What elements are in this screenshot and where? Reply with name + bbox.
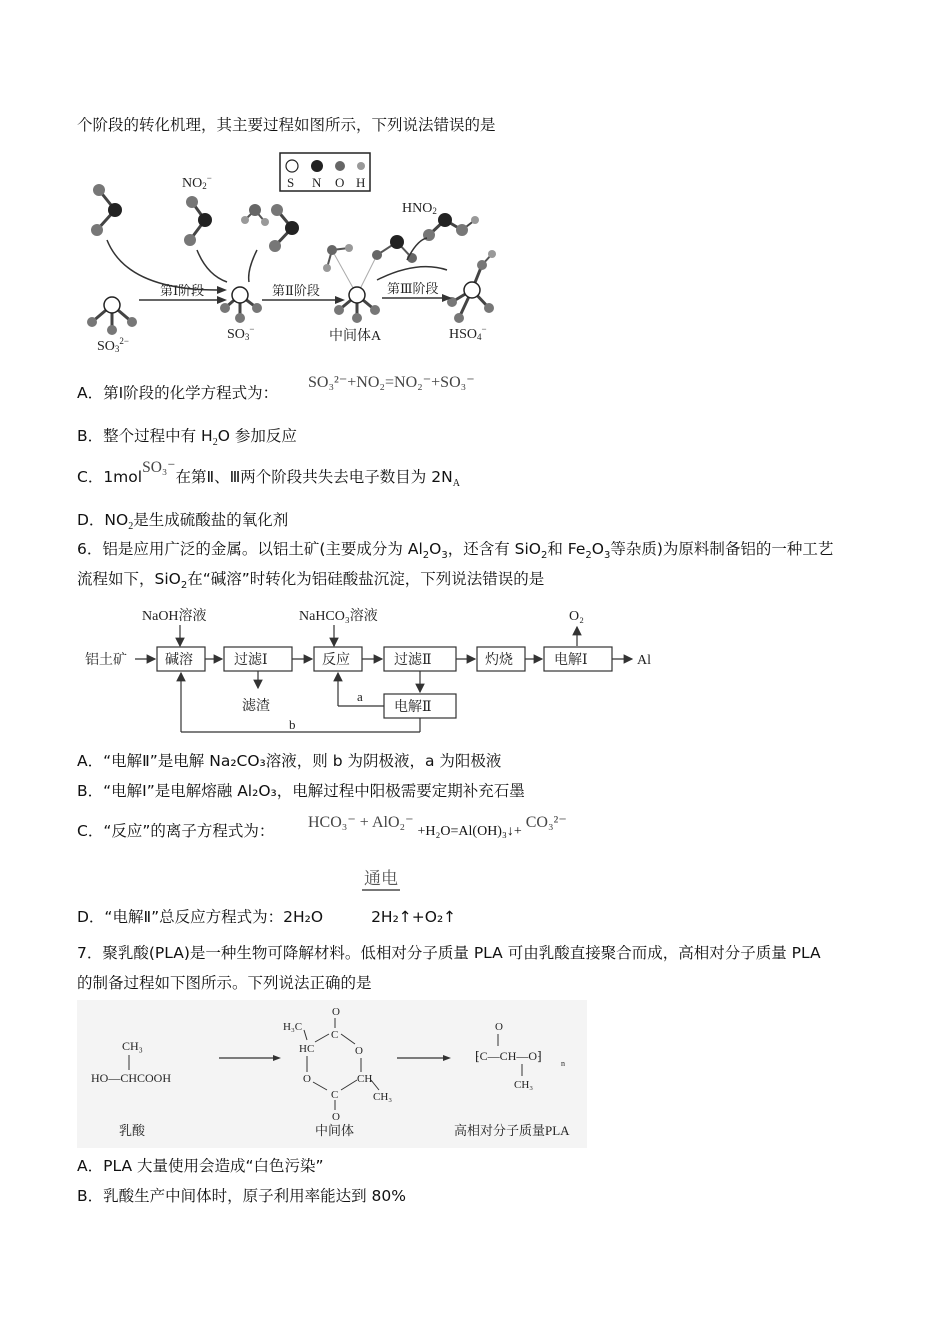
b-label: b — [289, 717, 296, 732]
question-intro: 个阶段的转化机理，其主要过程如图所示，下列说法错误的是 — [77, 116, 496, 134]
box-calcine-label: 灼烧 — [485, 653, 513, 668]
molecule-no2-minus — [184, 196, 212, 246]
q5-option-a[interactable] — [77, 382, 278, 404]
q6-option-a[interactable]: A．“电解Ⅱ”是电解 Na₂CO₃溶液，则 b 为阴极液，a 为阳极液 — [77, 752, 502, 770]
stage1-label: 第Ⅰ阶段 — [160, 283, 205, 298]
q6-stem-line2: 流程如下，SiO$_2$在“碱溶”时转化为铝硅酸盐沉淀，下列说法错误的是 — [77, 570, 545, 592]
hno2-label: HNO2 — [402, 201, 437, 216]
q6-option-c[interactable]: C．“反应”的离子方程式为： — [77, 822, 275, 840]
q7-stem-line1: 7．聚乳酸(PLA)是一种生物可降解材料。低相对分子质量 PLA 可由乳酸直接聚合而成，高相对分子质量 PLA — [77, 944, 821, 962]
svg-text:O: O — [303, 1073, 311, 1085]
lactic-acid-label: 乳酸 — [119, 1123, 146, 1138]
hso4-label: HSO4− — [449, 324, 487, 342]
process-flow-chart — [77, 600, 677, 740]
pla-synthesis-diagram — [77, 1000, 587, 1148]
q6-option-d[interactable]: D．“电解Ⅱ”总反应方程式为：2H₂O 2H₂↑+O₂↑ — [77, 908, 457, 926]
naoh-label: NaOH溶液 — [142, 609, 207, 624]
molecule-so3-2minus — [87, 297, 137, 335]
svg-text:H₃C: H₃C — [283, 1021, 303, 1033]
q6-stem-line1: 6．铝是应用广泛的金属。以铝土矿(主要成分为 $Al_2O_3$，还含有 SiO$_2$和 $Fe_2O_3$等杂质)为原料制备铝的一种工艺 — [77, 540, 834, 562]
q7-option-a[interactable]: A．PLA 大量使用会造成“白色污染” — [77, 1157, 324, 1175]
q6-option-c-formula: HCO₃⁻ + AlO₂⁻ +H₂O=Al(OH)₃↓+ CO₃²⁻ — [308, 814, 567, 839]
box-react-label: 反应 — [322, 653, 350, 668]
svg-text:O: O — [332, 1111, 340, 1123]
molecule-no2-mid — [269, 204, 299, 252]
stage2-label: 第Ⅱ阶段 — [272, 283, 320, 298]
svg-text:C: C — [331, 1089, 339, 1101]
box-elec2-label: 电解Ⅱ — [394, 700, 432, 715]
box-filter2-label: 过滤Ⅱ — [394, 653, 432, 668]
svg-text:O: O — [495, 1021, 503, 1033]
q7-option-b[interactable]: B．乳酸生产中间体时，原子利用率能达到 80% — [77, 1187, 407, 1205]
svg-text:C: C — [331, 1029, 339, 1041]
q5-option-c[interactable]: C．1molSO₃⁻在第Ⅱ、Ⅲ两个阶段共失去电子数目为 $2N_A$ — [77, 459, 460, 490]
al-label: Al — [637, 653, 651, 668]
molecule-hno2 — [423, 213, 479, 241]
legend-h-label: H — [356, 175, 366, 190]
box-alkali-label: 碱溶 — [165, 653, 193, 668]
pla-label: 高相对分子质量PLA — [454, 1123, 570, 1138]
stage3-label: 第Ⅲ阶段 — [387, 281, 439, 296]
no2-label: NO2− — [182, 173, 212, 191]
legend-s-icon — [286, 160, 298, 172]
q7-stem-line2: 的制备过程如下图所示。下列说法正确的是 — [77, 974, 372, 992]
legend-s-label: S — [287, 175, 295, 190]
legend-h-icon — [357, 162, 365, 170]
box-filter1-label: 过滤Ⅰ — [234, 653, 268, 668]
bauxite-label: 铝土矿 — [85, 653, 127, 668]
molecule-hso4 — [447, 250, 496, 323]
q6-option-b[interactable]: B．“电解Ⅰ”是电解熔融 Al₂O₃，电解过程中阳极需要定期补充石墨 — [77, 782, 525, 800]
a-label: a — [357, 689, 363, 704]
molecule-intermediate-a — [323, 235, 417, 323]
q5-option-a-formula: SO₃²⁻+NO₂=NO₂⁻+SO₃⁻ — [308, 374, 475, 391]
residue-label: 滤渣 — [242, 699, 270, 714]
svg-text:HO—CHCOOH: HO—CHCOOH — [91, 1071, 172, 1085]
legend-o-label: O — [335, 175, 345, 190]
o2-label: O₂ — [569, 609, 584, 624]
svg-text:O: O — [355, 1045, 363, 1057]
svg-text:⁅C—CH—O⁆: ⁅C—CH—O⁆ — [475, 1049, 542, 1063]
molecule-so3-minus — [220, 287, 262, 323]
box-elec1-label: 电解Ⅰ — [554, 653, 588, 668]
svg-text:CH₃: CH₃ — [122, 1039, 143, 1053]
svg-text:CH: CH — [357, 1073, 373, 1085]
legend-n-label: N — [312, 175, 322, 190]
molecule-no2-left — [91, 184, 122, 236]
mechanism-diagram — [77, 150, 527, 355]
so3-2minus-label: $SO3^{2-}$ — [97, 336, 129, 354]
svg-text:CH₃: CH₃ — [514, 1079, 534, 1091]
q5-option-b[interactable]: B．整个过程中有 $H_2O$ 参加反应 — [77, 427, 297, 449]
q5-option-a-text: A．第Ⅰ阶段的化学方程式为： — [77, 384, 279, 402]
intermediate-a-label: 中间体A — [329, 329, 382, 344]
svg-text:HC: HC — [299, 1043, 315, 1055]
nahco3-label: NaHCO₃溶液 — [299, 609, 378, 624]
so3-minus-label: SO3− — [227, 324, 255, 342]
q5-option-d[interactable]: D．$NO_2$是生成硫酸盐的氧化剂 — [77, 511, 289, 533]
molecule-water-1 — [241, 204, 269, 226]
intermediate-label: 中间体 — [315, 1123, 355, 1138]
legend-o-icon — [335, 161, 345, 171]
svg-text:n: n — [561, 1059, 565, 1068]
legend-n-icon — [311, 160, 323, 172]
svg-text:CH₃: CH₃ — [373, 1091, 393, 1103]
svg-text:O: O — [332, 1006, 340, 1018]
electrolysis-condition: 通电 — [362, 864, 400, 891]
